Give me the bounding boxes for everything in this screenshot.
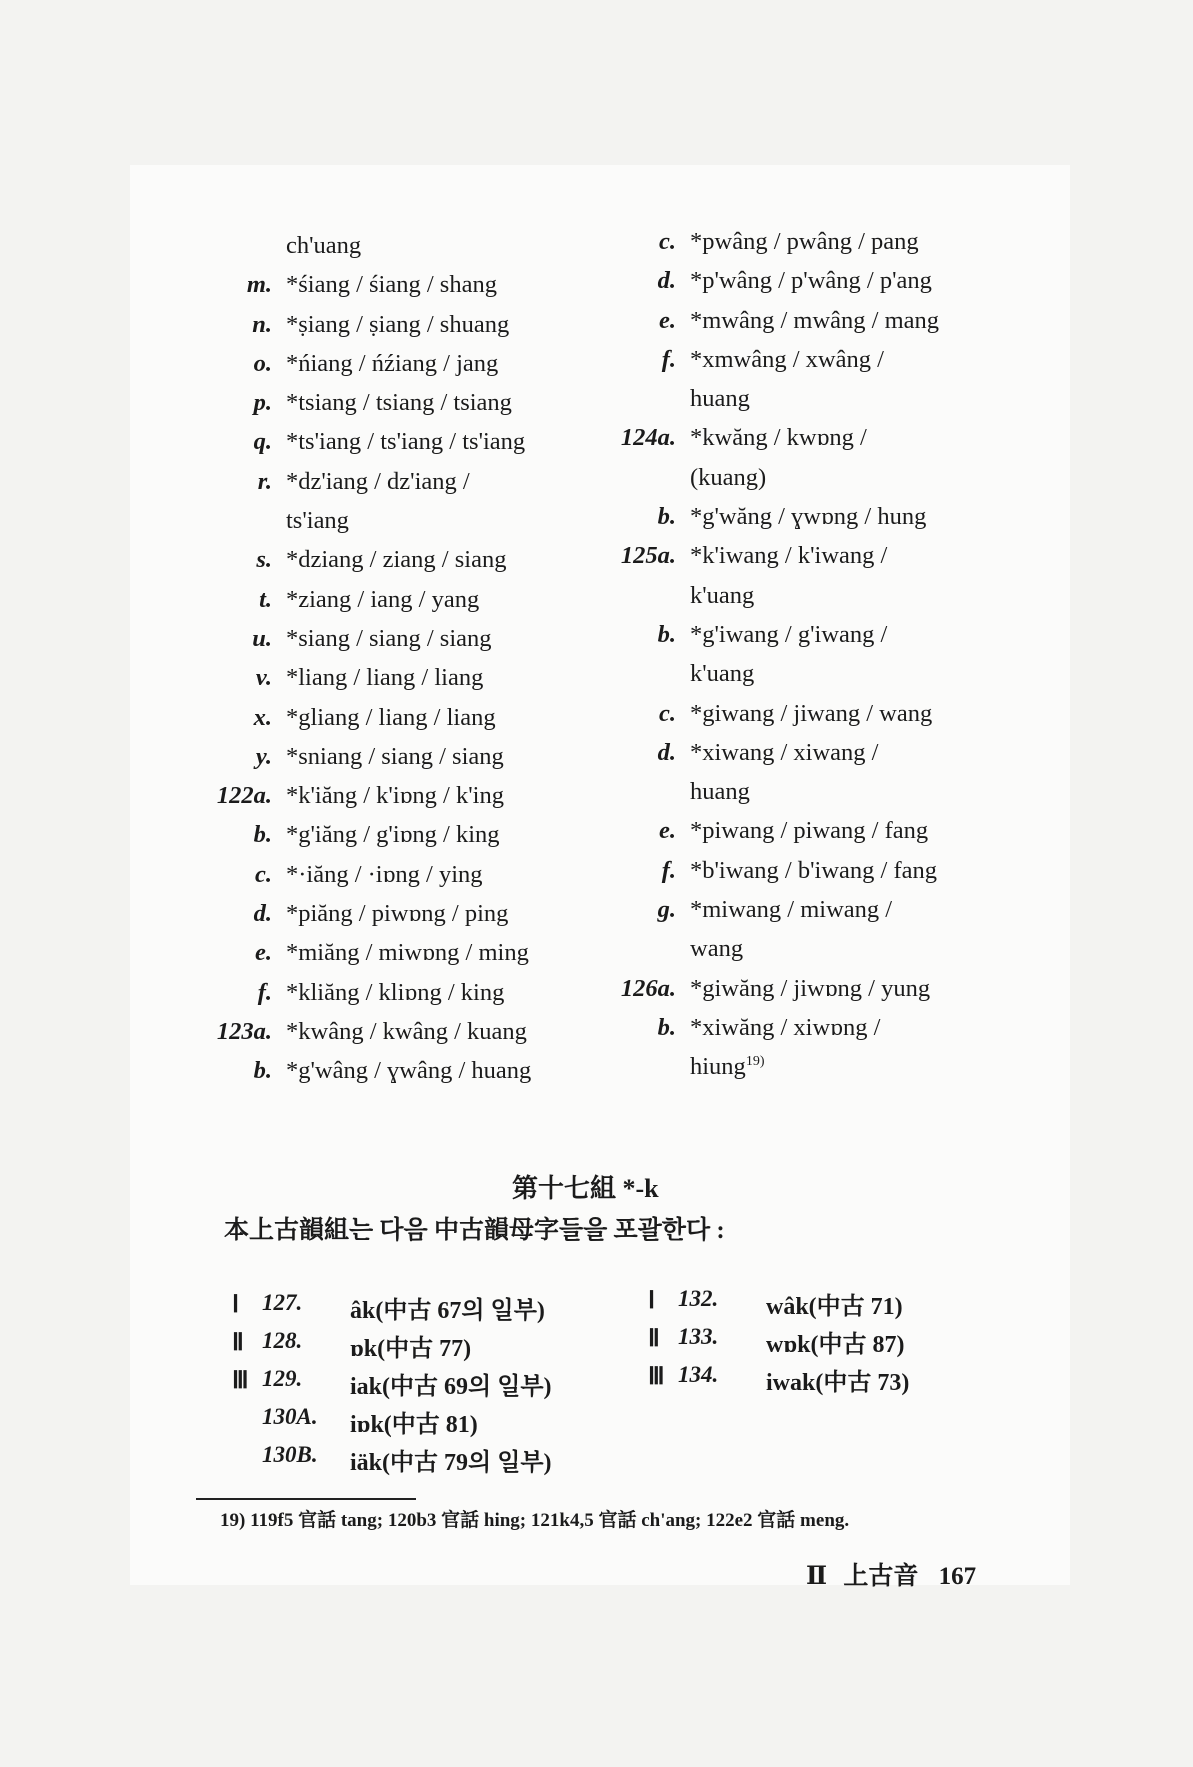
entry-label: m. — [246, 271, 272, 299]
entry-text: *ṣiang / ṣiang / shuang — [286, 310, 510, 338]
entry-row — [690, 464, 1070, 503]
entry-label: 123a. — [216, 1017, 272, 1045]
entry-row — [246, 271, 616, 310]
entry-row — [252, 310, 616, 350]
group-class: Ⅱ — [648, 1326, 660, 1352]
entry-row — [661, 856, 1070, 896]
entry-label: 124a. — [620, 424, 676, 452]
entry-label: d. — [657, 267, 676, 295]
group-value: wâk(中古 71) — [766, 1294, 903, 1320]
entry-text: *b'iwang / b'iwang / fang — [690, 856, 937, 884]
entry-row — [253, 821, 616, 860]
entry-row — [252, 624, 616, 664]
entry-text: *g'iwang / g'iwang / — [690, 620, 888, 648]
right-entry-column — [620, 228, 1070, 1093]
group-class: Ⅲ — [232, 1368, 249, 1394]
entry-text: *gliang / liang / liang — [286, 703, 496, 731]
entry-text: *k'iwang / k'iwang / — [690, 542, 888, 570]
entry-row — [657, 738, 1070, 778]
page-footer — [806, 1556, 976, 1592]
entry-row — [253, 428, 616, 467]
page-number: 167 — [938, 1563, 977, 1590]
group-value: iak(中古 69의 일부) — [350, 1374, 552, 1400]
footer-part: Ⅱ — [806, 1563, 828, 1590]
entry-label: e. — [659, 306, 676, 334]
entry-label: b. — [253, 1057, 272, 1085]
entry-row — [661, 345, 1070, 385]
entry-label: p. — [253, 389, 272, 417]
group-number: 132. — [678, 1286, 719, 1311]
entry-label: s. — [256, 546, 272, 574]
entry-label: x. — [253, 703, 272, 731]
entry-label: u. — [252, 624, 272, 652]
entry-text: *k'iăng / k'iɒng / k'ing — [286, 782, 504, 810]
section-heading: 第十七組 *-k — [512, 1174, 659, 1203]
entry-text: wang — [690, 935, 744, 963]
entry-label: c. — [255, 860, 272, 888]
group-value: wɒk(中古 87) — [766, 1332, 905, 1358]
entry-label: c. — [659, 699, 676, 727]
entry-row — [657, 1013, 1070, 1053]
group-class: Ⅰ — [232, 1292, 240, 1318]
entry-label: b. — [657, 620, 676, 648]
entry-label: b. — [657, 1013, 676, 1041]
footnote-marker: 19) — [745, 1054, 765, 1070]
entry-label: g. — [657, 896, 676, 924]
entry-row — [657, 503, 1070, 542]
footnote: 19) 119f5 官話 tang; 120b3 官話 hing; 121k4,5 官話 ch'ang; 122e2 官話 meng. — [220, 1510, 850, 1531]
group-number: 134. — [678, 1362, 719, 1387]
entry-row — [690, 1053, 1070, 1092]
entry-text: (kuang) — [690, 463, 767, 491]
group-number: 130A. — [262, 1404, 318, 1429]
group-number: 130B. — [262, 1442, 318, 1467]
group-number: 127. — [262, 1290, 303, 1315]
entry-text: *dz'iang / dz'iang / — [286, 467, 470, 495]
entry-text: *·iăng / ·iɒng / ying — [286, 860, 483, 888]
entry-text: *g'wâng / ɣwâng / huang — [286, 1057, 532, 1085]
entry-text: ts'iang — [286, 507, 349, 535]
entry-label: t. — [259, 585, 272, 613]
entry-row — [255, 664, 616, 703]
entry-text: *miwang / miwang / — [690, 896, 893, 924]
entry-text: *pwâng / pwâng / pang — [690, 228, 919, 255]
entry-row — [256, 546, 616, 585]
entry-label: v. — [255, 664, 272, 692]
entry-text: *sniang / siang / siang — [286, 742, 504, 770]
entry-text: *ńiang / ńźiang / jang — [286, 349, 499, 377]
entry-label: 125a. — [620, 542, 676, 570]
group-class: Ⅲ — [648, 1364, 665, 1390]
entry-row — [255, 860, 616, 900]
entry-text: *kwăng / kwɒng / — [690, 424, 867, 452]
group-number: 133. — [678, 1324, 719, 1349]
entry-label: o. — [253, 349, 272, 377]
entry-text: *g'wăng / ɣwɒng / hung — [690, 503, 927, 531]
entry-label: d. — [253, 900, 272, 928]
entry-label: 126a. — [620, 974, 676, 1002]
entry-row — [690, 935, 1070, 974]
entry-row — [690, 660, 1070, 699]
entry-row — [255, 742, 616, 782]
entry-text: huang — [690, 385, 750, 413]
entry-label: r. — [257, 467, 272, 495]
entry-row — [286, 507, 616, 546]
entry-row — [690, 778, 1070, 817]
entry-label: f. — [257, 978, 272, 1006]
entry-text: ch'uang — [286, 232, 362, 259]
entry-text: *p'wâng / p'wâng / p'ang — [690, 267, 932, 295]
entry-label: b. — [253, 821, 272, 849]
entry-text: *liang / liang / liang — [286, 664, 484, 692]
entry-row — [657, 896, 1070, 935]
group-number: 129. — [262, 1366, 303, 1391]
entry-text: *dziang / ziang / siang — [286, 546, 507, 574]
entry-label: b. — [657, 503, 676, 531]
entry-text: *siang / siang / siang — [286, 624, 492, 652]
entry-label: c. — [659, 228, 676, 255]
entry-text: hiung — [690, 1053, 746, 1081]
entry-text: *xiwang / xiwang / — [690, 738, 879, 766]
entry-row — [259, 585, 616, 625]
entry-row — [659, 699, 1070, 739]
footnote-rule — [196, 1498, 416, 1500]
entry-row — [690, 582, 1070, 621]
entry-label: f. — [661, 856, 676, 884]
entry-text: *piăng / piwɒng / ping — [286, 900, 509, 928]
footer-title: 上古音 — [843, 1563, 919, 1590]
entry-label: q. — [253, 428, 272, 456]
entry-text: *xmwâng / xwâng / — [690, 345, 884, 373]
entry-label: 122a. — [216, 782, 272, 810]
group-value: ɒk(中古 77) — [350, 1336, 472, 1362]
entry-row — [253, 349, 616, 389]
entry-text: huang — [690, 778, 750, 806]
entry-row — [253, 703, 616, 743]
entry-row — [657, 620, 1070, 660]
group-value: iwak(中古 73) — [766, 1370, 910, 1396]
entry-text: *giwang / jiwang / wang — [690, 699, 933, 727]
entry-row — [620, 424, 1070, 463]
entry-row — [253, 389, 616, 428]
entry-row — [659, 306, 1070, 346]
entry-row — [253, 1057, 616, 1096]
entry-text: *piwang / piwang / fang — [690, 817, 929, 845]
entry-text: *kliăng / kliɒng / king — [286, 978, 505, 1006]
entry-text: *ts'iang / ts'iang / ts'iang — [286, 428, 526, 456]
entry-label: d. — [657, 738, 676, 766]
entry-row — [255, 939, 616, 978]
entry-text: *kwâng / kwâng / kuang — [286, 1017, 527, 1045]
entry-row — [257, 467, 616, 507]
entry-row — [657, 267, 1070, 306]
group-value: âk(中古 67의 일부) — [350, 1298, 545, 1324]
entry-label: e. — [255, 939, 272, 967]
entry-text: *giwăng / jiwɒng / yung — [690, 974, 931, 1002]
entry-label: f. — [661, 345, 676, 373]
entry-text: *miăng / miwɒng / ming — [286, 939, 529, 967]
group-number: 128. — [262, 1328, 303, 1353]
entry-row — [659, 817, 1070, 856]
entry-row — [620, 974, 1070, 1014]
group-value: iäk(中古 79의 일부) — [350, 1450, 552, 1476]
entry-row — [257, 978, 616, 1018]
entry-label: n. — [252, 310, 272, 338]
group-class: Ⅰ — [648, 1288, 656, 1314]
entry-text: *ziang / iang / yang — [286, 585, 480, 613]
entry-text: k'uang — [690, 581, 755, 609]
entry-row — [253, 900, 616, 939]
entry-label: y. — [255, 742, 272, 770]
entry-text: *śiang / śiang / shang — [286, 271, 497, 299]
entry-text: *g'iăng / g'iɒng / king — [286, 821, 500, 849]
group-class: Ⅱ — [232, 1330, 244, 1356]
entry-row — [620, 542, 1070, 581]
entry-row — [216, 1017, 616, 1057]
entry-row — [659, 228, 1070, 267]
entry-row — [690, 385, 1070, 424]
group-value: iɒk(中古 81) — [350, 1412, 478, 1438]
entry-row — [216, 782, 616, 821]
entry-row — [286, 232, 616, 271]
entry-text: k'uang — [690, 660, 755, 688]
entry-text: *xiwăng / xiwɒng / — [690, 1013, 881, 1041]
left-entry-column — [216, 232, 616, 1097]
entry-text: *tsiang / tsiang / tsiang — [286, 389, 512, 417]
entry-label: e. — [659, 817, 676, 845]
entry-text: *mwâng / mwâng / mang — [690, 306, 940, 334]
section-intro: 本上古韻組는 다음 中古韻母字들을 포괄한다 : — [224, 1217, 725, 1244]
